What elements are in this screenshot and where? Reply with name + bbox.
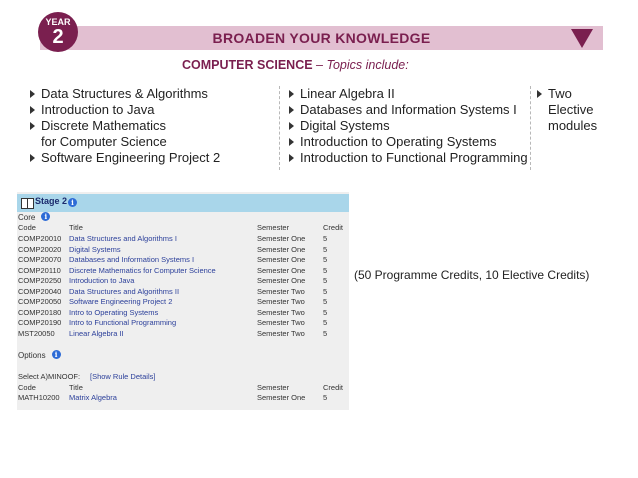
- course-code: COMP20190: [18, 318, 62, 327]
- topic-item-continuation: for Computer Science: [41, 134, 167, 149]
- banner-title: BROADEN YOUR KNOWLEDGE: [212, 30, 431, 46]
- course-code: COMP20010: [18, 234, 62, 243]
- course-semester: Semester Two: [257, 318, 305, 327]
- column-header-code: Code: [18, 383, 36, 392]
- course-code: COMP20050: [18, 297, 62, 306]
- topics-column-3: [537, 86, 597, 134]
- column-header-title: Title: [69, 383, 83, 392]
- select-rule-label: Select A)MINOOF:: [18, 372, 81, 381]
- course-code: MST20050: [18, 328, 55, 338]
- course-title-link[interactable]: Data Structures and Algorithms I: [69, 234, 177, 243]
- column-header-title: Title: [69, 223, 83, 232]
- topic-item: Digital Systems: [289, 118, 528, 134]
- column-header-semester: Semester: [257, 383, 290, 392]
- topic-item: Introduction to Java: [30, 102, 220, 118]
- column-header-credit: Credit: [323, 383, 344, 392]
- core-label: Core: [18, 213, 36, 222]
- course-semester: Semester One: [257, 393, 306, 402]
- column-header-credit: Credit: [323, 223, 344, 232]
- course-title-link[interactable]: Linear Algebra II: [69, 328, 124, 338]
- column-divider: [530, 86, 531, 170]
- subtitle-rest: – Topics include:: [312, 58, 409, 72]
- course-semester: Semester One: [257, 276, 306, 285]
- course-credit: 5: [323, 393, 328, 402]
- topic-item: Software Engineering Project 2: [30, 150, 220, 166]
- course-title-link[interactable]: Intro to Functional Programming: [69, 318, 177, 327]
- course-credit: 5: [323, 244, 328, 254]
- course-credit: 5: [323, 255, 328, 264]
- course-credit: 5: [323, 307, 328, 317]
- topic-item-continuation: modules: [548, 118, 598, 133]
- course-semester: Semester Two: [257, 307, 305, 317]
- course-title-link[interactable]: Matrix Algebra: [69, 393, 117, 402]
- stage-header: [17, 194, 349, 212]
- credits-note: (50 Programme Credits, 10 Elective Credits): [354, 268, 590, 282]
- topic-item: Discrete Mathematics: [30, 118, 220, 134]
- course-code: COMP20040: [18, 286, 62, 296]
- info-icon[interactable]: i: [68, 198, 77, 207]
- course-semester: Semester One: [257, 244, 306, 254]
- topic-item: Data Structures & Algorithms: [30, 86, 220, 102]
- course-semester: Semester One: [257, 255, 306, 264]
- stage-panel: [17, 192, 349, 410]
- column-header-code: Code: [18, 223, 36, 232]
- topic-item: Two: [537, 86, 597, 102]
- course-code: COMP20250: [18, 276, 62, 285]
- course-credit: 5: [323, 328, 328, 338]
- column-header-semester: Semester: [257, 223, 290, 232]
- course-credit: 5: [323, 265, 328, 275]
- course-semester: Semester Two: [257, 328, 305, 338]
- course-credit: 5: [323, 234, 328, 243]
- course-semester: Semester One: [257, 234, 306, 243]
- triangle-down-icon: [571, 29, 593, 48]
- topic-item: Databases and Information Systems I: [289, 102, 528, 118]
- info-icon[interactable]: i: [52, 350, 61, 359]
- course-code: COMP20180: [18, 307, 62, 317]
- course-title-link[interactable]: Databases and Information Systems I: [69, 255, 195, 264]
- stage-title: Stage 2: [35, 196, 68, 206]
- course-credit: 5: [323, 286, 328, 296]
- course-credit: 5: [323, 318, 328, 327]
- course-semester: Semester Two: [257, 297, 305, 306]
- topics-column-1: [30, 86, 220, 166]
- course-title-link[interactable]: Intro to Operating Systems: [69, 307, 159, 317]
- course-title-link[interactable]: Digital Systems: [69, 244, 121, 254]
- topic-item: Linear Algebra II: [289, 86, 528, 102]
- subtitle-subject: COMPUTER SCIENCE: [182, 58, 313, 72]
- course-code: MATH10200: [18, 393, 60, 402]
- book-icon: [21, 198, 34, 209]
- column-divider: [279, 86, 280, 170]
- course-title-link[interactable]: Discrete Mathematics for Computer Science: [69, 265, 216, 275]
- show-rule-details-link[interactable]: [Show Rule Details]: [90, 372, 156, 381]
- year-banner: [40, 26, 603, 50]
- topic-item: Introduction to Operating Systems: [289, 134, 528, 150]
- course-code: COMP20070: [18, 255, 62, 264]
- course-credit: 5: [323, 276, 328, 285]
- course-code: COMP20020: [18, 244, 62, 254]
- course-title-link[interactable]: Introduction to Java: [69, 276, 135, 285]
- topic-item: Introduction to Functional Programming: [289, 150, 528, 166]
- course-semester: Semester Two: [257, 286, 305, 296]
- course-title-link[interactable]: Data Structures and Algorithms II: [69, 286, 180, 296]
- year-badge-label: YEAR: [45, 17, 71, 27]
- subtitle: [182, 58, 409, 72]
- course-title-link[interactable]: Software Engineering Project 2: [69, 297, 173, 306]
- course-credit: 5: [323, 297, 328, 306]
- course-semester: Semester One: [257, 265, 306, 275]
- options-label: Options: [18, 351, 46, 360]
- course-code: COMP20110: [18, 265, 61, 275]
- topics-column-2: [289, 86, 528, 166]
- info-icon[interactable]: i: [41, 212, 50, 221]
- core-section-label: [18, 212, 50, 223]
- topic-item-continuation: Elective: [548, 102, 594, 117]
- year-badge-number: 2: [52, 26, 64, 48]
- options-section-label: [18, 350, 61, 361]
- year-badge: [38, 12, 78, 52]
